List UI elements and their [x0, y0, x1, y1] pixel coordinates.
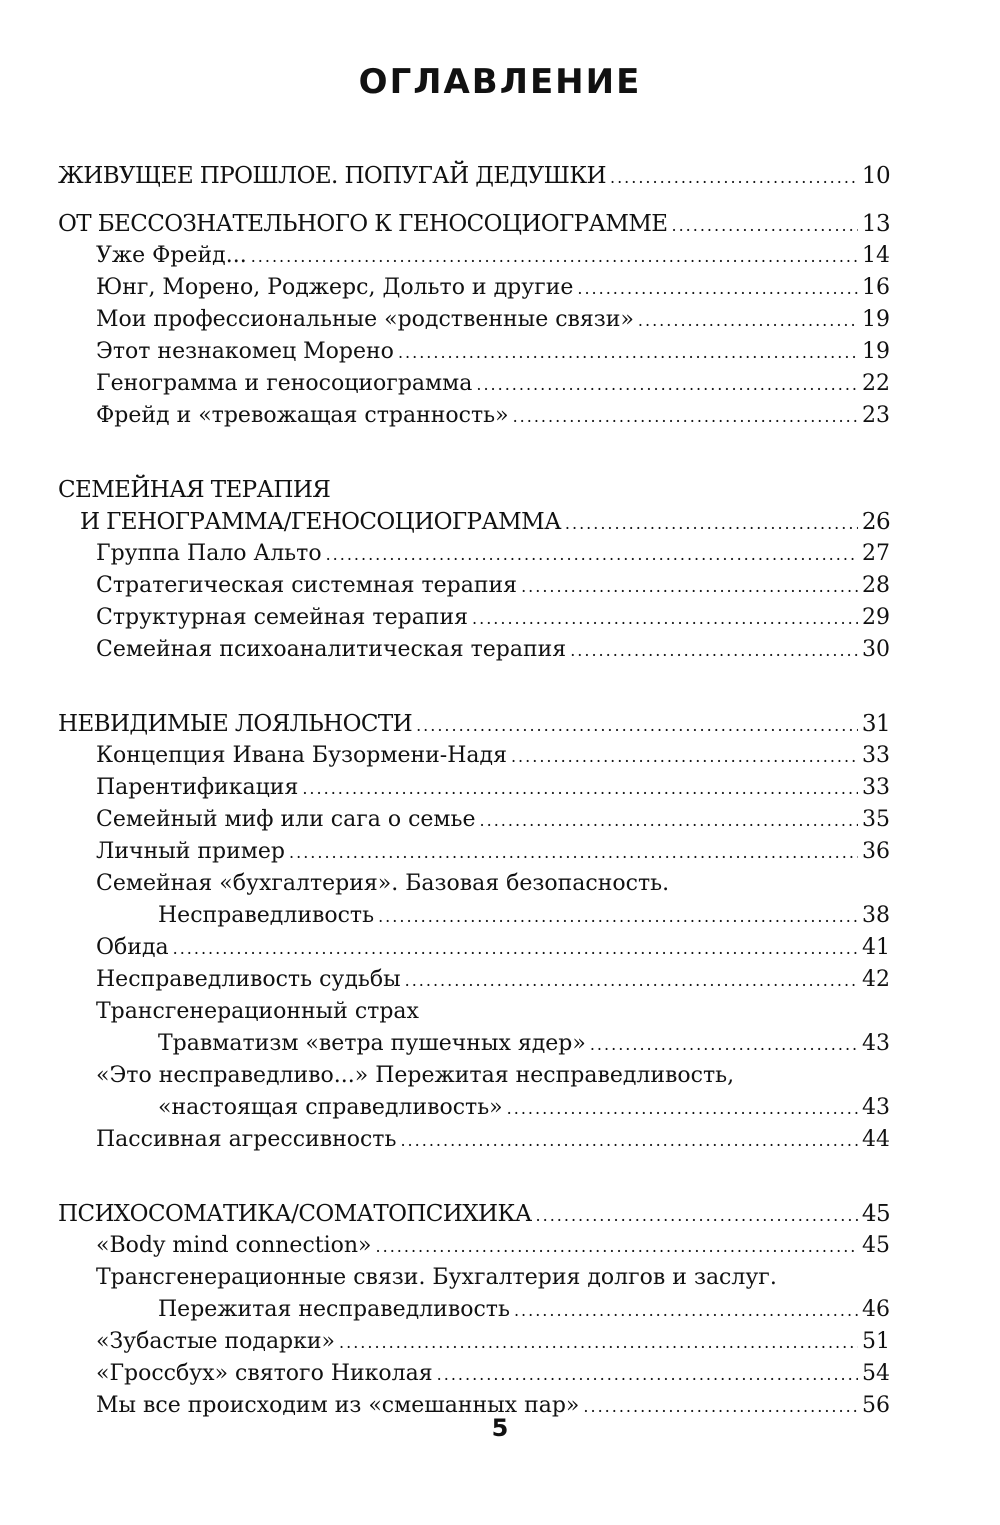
- dot-leader: [472, 603, 858, 635]
- toc-entry-page: 30: [862, 637, 890, 662]
- toc-entry: [58, 240, 890, 272]
- toc-entry: [58, 1092, 890, 1124]
- dot-leader: [476, 369, 858, 401]
- dot-leader: [251, 241, 858, 273]
- toc-entry-page: 35: [862, 807, 890, 832]
- dot-leader: [513, 401, 858, 433]
- toc-entry: [58, 740, 890, 772]
- toc-entry: [58, 1326, 890, 1358]
- toc-entry-page: 16: [862, 275, 890, 300]
- toc-entry: [58, 1060, 890, 1092]
- toc-entry-label: ЖИВУЩЕЕ ПРОШЛОЕ. ПОПУГАЙ ДЕДУШКИ: [58, 163, 606, 189]
- toc-entry-label: Семейный миф или сага о семье: [96, 807, 476, 832]
- toc-entry-label: Уже Фрейд...: [96, 243, 247, 268]
- dot-leader: [590, 1029, 858, 1061]
- dot-leader: [507, 1093, 858, 1125]
- toc-entry: [58, 272, 890, 304]
- toc-entry-page: 38: [862, 903, 890, 928]
- dot-leader: [437, 1359, 858, 1391]
- toc-entry-label: Структурная семейная терапия: [96, 605, 469, 630]
- toc-entry-page: 33: [862, 743, 890, 768]
- toc-entry-label: «Body mind connection»: [96, 1233, 372, 1258]
- toc-entry-page: 51: [862, 1329, 890, 1354]
- dot-leader: [405, 965, 858, 997]
- toc-entry: [58, 996, 890, 1028]
- dot-leader: [577, 273, 858, 305]
- toc-entry-label: «Гроссбух» святого Николая: [96, 1361, 433, 1386]
- toc-entry: [58, 836, 890, 868]
- toc-entry-page: 45: [861, 1201, 890, 1227]
- toc-entry-label: И ГЕНОГРАММА/ГЕНОСОЦИОГРАММА: [80, 509, 561, 535]
- toc-entry-label: Пассивная агрессивность: [96, 1127, 397, 1152]
- toc-entry-label: Травматизм «ветра пушечных ядер»: [158, 1031, 586, 1056]
- toc-entry-label: ОТ БЕССОЗНАТЕЛЬНОГО К ГЕНОСОЦИОГРАММЕ: [58, 211, 668, 237]
- dot-leader: [511, 741, 858, 773]
- toc-entry: [58, 336, 890, 368]
- toc-entry-label: Юнг, Морено, Роджерс, Дольто и другие: [96, 275, 574, 300]
- toc-entry-page: 54: [862, 1361, 890, 1386]
- toc-entry: [58, 570, 890, 602]
- toc-entry-page: 27: [862, 541, 890, 566]
- dot-leader: [416, 710, 858, 742]
- toc-entry-page: 13: [861, 211, 890, 237]
- toc-entry-page: 14: [862, 243, 890, 268]
- dot-leader: [514, 1295, 858, 1327]
- toc-entry-label: «Это несправедливо...» Пережитая несправедливость,: [96, 1063, 735, 1088]
- toc-entry: [58, 1230, 890, 1262]
- toc-entry: [58, 1294, 890, 1326]
- toc-entry: [58, 1262, 890, 1294]
- toc-entry-label: ПСИХОСОМАТИКА/СОМАТОПСИХИКА: [58, 1201, 532, 1227]
- dot-leader: [521, 571, 858, 603]
- toc-entry-label: Пережитая несправедливость: [158, 1297, 510, 1322]
- toc-entry-label: СЕМЕЙНАЯ ТЕРАПИЯ: [58, 477, 331, 503]
- toc-entry-label: Генограмма и геносоциограмма: [96, 371, 473, 396]
- toc-entry: [58, 1358, 890, 1390]
- toc-entry-label: «настоящая справедливость»: [158, 1095, 503, 1120]
- toc-entry: [58, 1198, 890, 1230]
- toc-entry-label: Несправедливость: [158, 903, 375, 928]
- toc-entry-page: 29: [862, 605, 890, 630]
- toc-entry-label: Семейная «бухгалтерия». Базовая безопасность.: [96, 871, 670, 896]
- dot-leader: [610, 162, 858, 194]
- toc-entry-label: Семейная психоаналитическая терапия: [96, 637, 567, 662]
- toc-entry-label: Концепция Ивана Бузормени-Надя: [96, 743, 507, 768]
- toc-entry: [58, 932, 890, 964]
- toc-entry: [58, 634, 890, 666]
- toc-entry-page: 43: [862, 1031, 890, 1056]
- toc-entry-label: Парентификация: [96, 775, 299, 800]
- toc-entry-label: Группа Пало Альто: [96, 541, 322, 566]
- toc-entry-page: 36: [862, 839, 890, 864]
- toc-entry-label: Фрейд и «тревожащая странность»: [96, 403, 509, 428]
- toc-entry-page: 19: [862, 339, 890, 364]
- dot-leader: [289, 837, 858, 869]
- toc-entry: [58, 868, 890, 900]
- toc-entry-page: 10: [861, 163, 890, 189]
- toc-entry: [58, 160, 890, 192]
- toc-entry: [58, 708, 890, 740]
- toc-entry-page: 19: [862, 307, 890, 332]
- toc-entry: [58, 772, 890, 804]
- toc-entry-label: «Зубастые подарки»: [96, 1329, 336, 1354]
- toc-entry-page: 22: [862, 371, 890, 396]
- toc-entry: [58, 900, 890, 932]
- dot-leader: [378, 901, 858, 933]
- toc-entry-page: 33: [862, 775, 890, 800]
- toc-entry-label: Мои профессиональные «родственные связи»: [96, 307, 634, 332]
- toc-entry-page: 46: [862, 1297, 890, 1322]
- toc-entry: [58, 506, 890, 538]
- toc-entry: [58, 602, 890, 634]
- dot-leader: [326, 539, 858, 571]
- toc-entry-page: 44: [862, 1127, 890, 1152]
- table-of-contents: [58, 160, 890, 1422]
- toc-entry: [58, 208, 890, 240]
- toc-entry-page: 28: [862, 573, 890, 598]
- toc-entry-page: 26: [861, 509, 890, 535]
- toc-entry-page: 56: [862, 1393, 890, 1418]
- toc-entry-page: 23: [862, 403, 890, 428]
- toc-entry-page: 45: [862, 1233, 890, 1258]
- toc-entry: [58, 1028, 890, 1060]
- toc-entry: [58, 304, 890, 336]
- toc-entry-label: Трансгенерационный страх: [96, 999, 419, 1024]
- dot-leader: [376, 1231, 858, 1263]
- dot-leader: [339, 1327, 858, 1359]
- dot-leader: [173, 933, 858, 965]
- toc-entry: [58, 964, 890, 996]
- toc-entry-label: Мы все происходим из «смешанных пар»: [96, 1393, 580, 1418]
- page-title: ОГЛАВЛЕНИЕ: [358, 62, 642, 102]
- toc-entry-label: Трансгенерационные связи. Бухгалтерия долгов и заслуг.: [96, 1265, 777, 1290]
- dot-leader: [302, 773, 858, 805]
- toc-entry-label: Личный пример: [96, 839, 286, 864]
- toc-entry-label: Этот незнакомец Морено: [96, 339, 394, 364]
- toc-entry-label: Несправедливость судьбы: [96, 967, 401, 992]
- dot-leader: [671, 210, 857, 242]
- toc-entry-label: НЕВИДИМЫЕ ЛОЯЛЬНОСТИ: [58, 711, 413, 737]
- dot-leader: [536, 1200, 858, 1232]
- toc-entry: [58, 368, 890, 400]
- toc-entry-page: 31: [861, 711, 890, 737]
- dot-leader: [638, 305, 858, 337]
- dot-leader: [480, 805, 858, 837]
- toc-entry: [58, 400, 890, 432]
- toc-entry: [58, 1124, 890, 1156]
- toc-entry-page: 43: [862, 1095, 890, 1120]
- dot-leader: [400, 1125, 858, 1157]
- toc-entry-page: 42: [862, 967, 890, 992]
- toc-entry-label: Стратегическая системная терапия: [96, 573, 518, 598]
- toc-entry-label: Обида: [96, 935, 169, 960]
- page-number: 5: [491, 1414, 509, 1442]
- toc-entry-page: 41: [862, 935, 890, 960]
- dot-leader: [398, 337, 858, 369]
- dot-leader: [570, 635, 858, 667]
- toc-entry: [58, 538, 890, 570]
- dot-leader: [565, 508, 858, 540]
- toc-entry: [58, 474, 890, 506]
- toc-entry: [58, 804, 890, 836]
